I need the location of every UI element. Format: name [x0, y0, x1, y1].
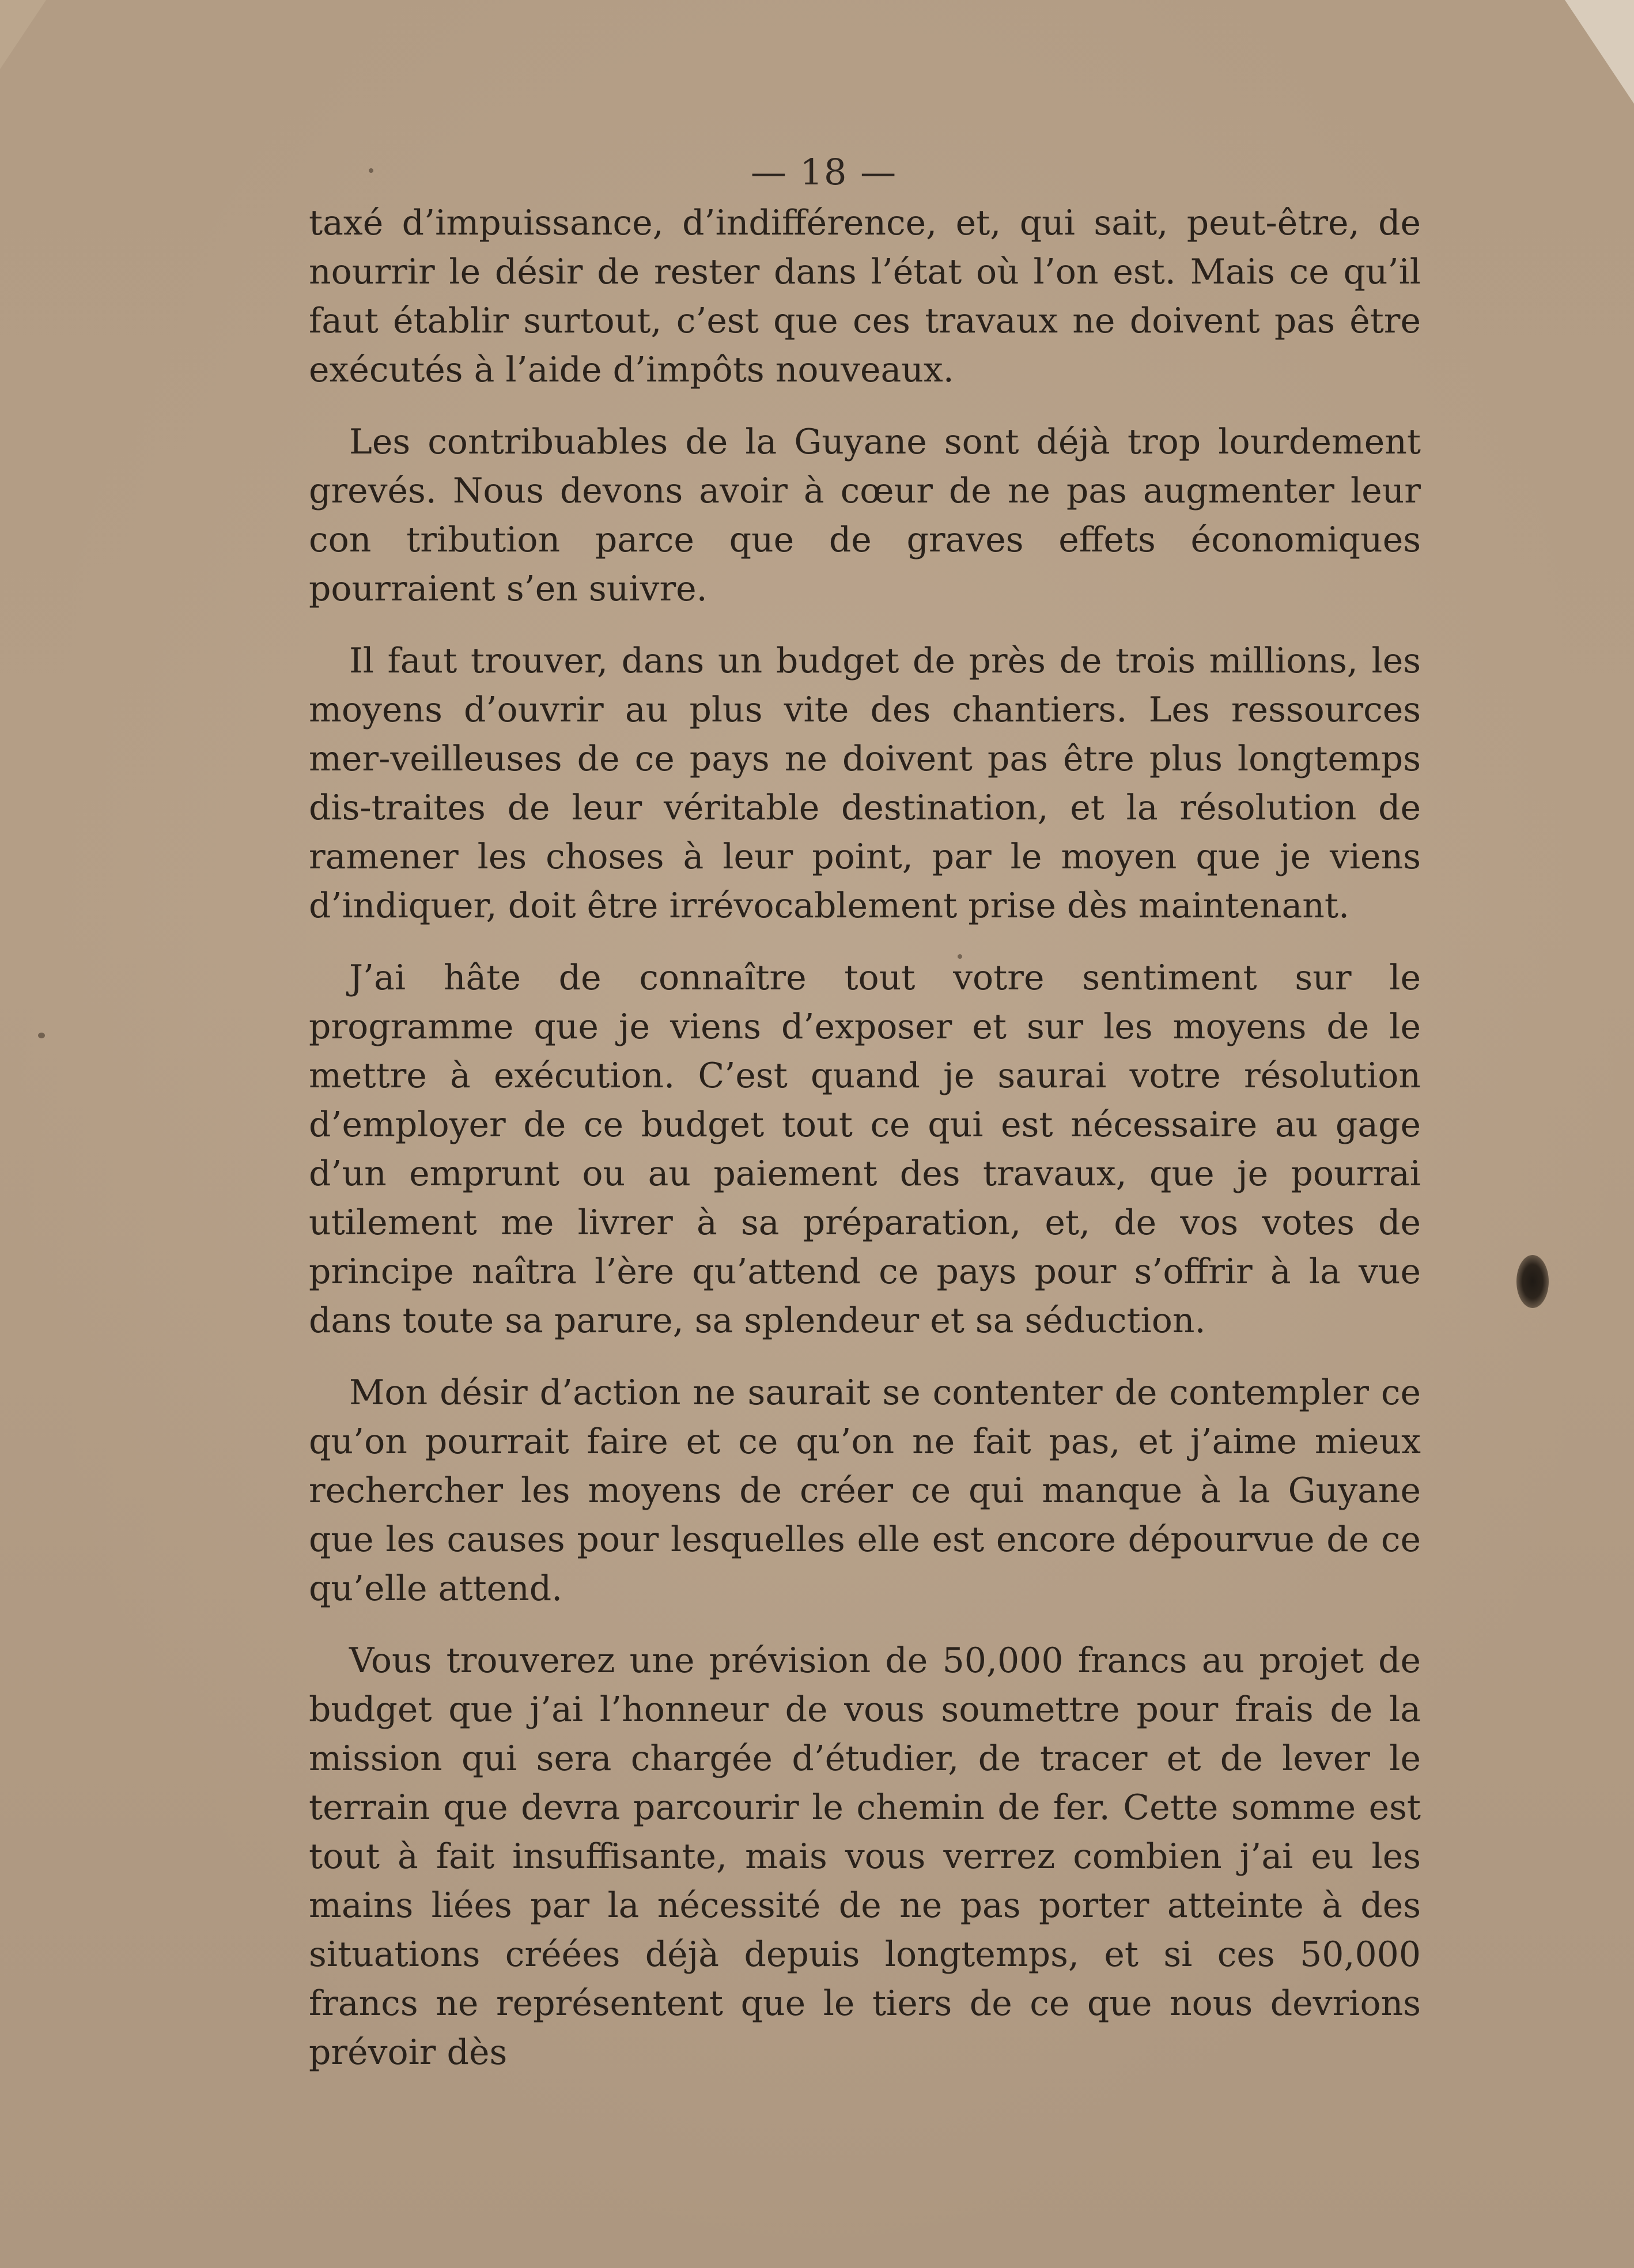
page-number: — 18 —: [750, 151, 898, 193]
paragraph: Il faut trouver, dans un budget de près de trois millions, les moyens d’ouvrir au plus vite des chantiers. Les ressources mer-veilleuses de ce pays ne doivent pas être plus longtemps dis-traites de leur véritable destination, et la résolution de ramener les choses à leur point, par le moyen que je viens d’indiquer, doit être irrévocablement prise dès maintenant.: [309, 641, 1421, 926]
paragraph: taxé d’impuissance, d’indifférence, et, qui sait, peut-être, de nourrir le désir de rester dans l’état où l’on est. Mais ce qu’il faut établir surtout, c’est que ces travaux ne doivent pas être exécutés à l’aide d’impôts nouveaux.: [309, 203, 1421, 390]
paragraph: J’ai hâte de connaître tout votre sentiment sur le programme que je viens d’exposer et sur les moyens de le mettre à exécution. C’est quand je saurai votre résolution d’employer de ce budget tout ce qui est nécessaire au gage d’un emprunt ou au paiement des travaux, que je pourrai utilement me livrer à sa préparation, et, de vos votes de principe naîtra l’ère qu’attend ce pays pour s’offrir à la vue dans toute sa parure, sa splendeur et sa séduction.: [309, 958, 1421, 1341]
paragraph: Les contribuables de la Guyane sont déjà trop lourdement grevés. Nous devons avoir à cœur de ne pas augmenter leur con tribution parce que de graves effets économiques pourraient s’en suivre.: [309, 422, 1421, 609]
body-text: [309, 199, 1421, 2100]
paper-corner-fold: [0, 0, 46, 69]
paper-speck: [38, 1033, 45, 1038]
ink-blot: [1516, 1255, 1549, 1308]
paragraph: Vous trouverez une prévision de 50,000 francs au projet de budget que j’ai l’honneur de vous soumettre pour frais de la mission qui sera chargée d’étudier, de tracer et de lever le terrain que devra parcourir le chemin de fer. Cette somme est tout à fait insuffisante, mais vous verrez combien j’ai eu les mains liées par la nécessité de ne pas porter atteinte à des situations créées déjà depuis longtemps, et si ces 50,000 francs ne représentent que le tiers de ce que nous devrions prévoir dès: [309, 1640, 1421, 2073]
paragraph: Mon désir d’action ne saurait se contenter de contempler ce qu’on pourrait faire et ce qu’on ne fait pas, et j’aime mieux rechercher les moyens de créer ce qui manque à la Guyane que les causes pour lesquelles elle est encore dépourvue de ce qu’elle attend.: [309, 1373, 1421, 1609]
paper-speck: [369, 168, 373, 173]
paper-corner-tear: [1565, 0, 1634, 104]
